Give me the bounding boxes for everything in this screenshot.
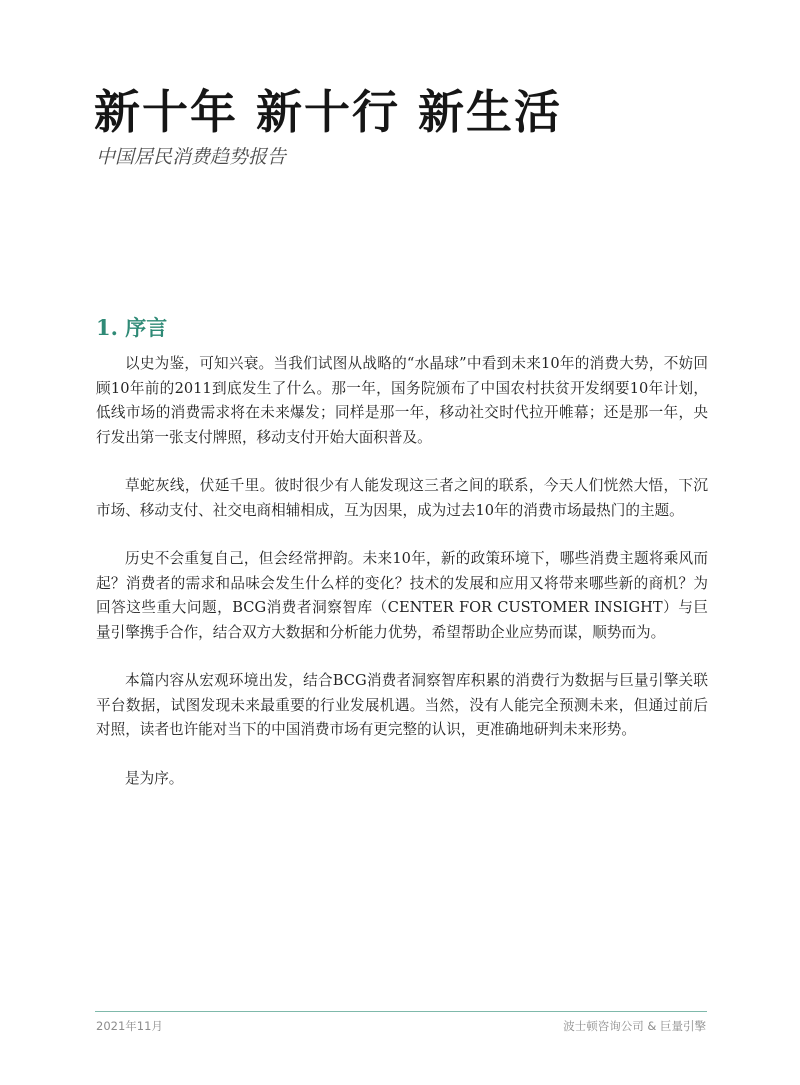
paragraph: 草蛇灰线，伏延千里。彼时很少有人能发现这三者之间的联系，今天人们恍然大悟，下沉市场、移动支付、社交电商相辅相成，互为因果，成为过去10年的消费市场最热门的主题。	[96, 477, 708, 519]
paragraph: 是为序。	[125, 769, 184, 787]
footer-publisher: 波士顿咨询公司 & 巨量引擎	[563, 1019, 706, 1033]
report-title: 新十年 新十行 新生活	[94, 85, 563, 139]
footer-date: 2021年11月	[96, 1019, 163, 1033]
footer-divider	[95, 1011, 707, 1012]
paragraph: 历史不会重复自己，但会经常押韵。未来10年，新的政策环境下，哪些消费主题将乘风而起？消费者的需求和品味会发生什么样的变化？技术的发展和应用又将带来哪些新的商机？为回答这些重大问题，BCG消费者洞察智库（CENTER FOR CUSTOMER INSIGHT）与巨量引擎携手合作，结合双方大数据和分析能力优势，希望帮助企业应势而谋，顺势而为。	[96, 550, 708, 641]
report-subtitle: 中国居民消费趋势报告	[96, 146, 287, 168]
section-heading: 1. 序言	[96, 315, 168, 340]
paragraph: 以史为鉴，可知兴衰。当我们试图从战略的“水晶球”中看到未来10年的消费大势，不妨回顾10年前的2011到底发生了什么。那一年，国务院颁布了中国农村扶贫开发纲要10年计划，低线市场的消费需求将在未来爆发；同样是那一年，移动社交时代拉开帷幕；还是那一年，央行发出第一张支付牌照，移动支付开始大面积普及。	[96, 355, 708, 446]
preface-body	[96, 352, 708, 815]
paragraph: 本篇内容从宏观环境出发，结合BCG消费者洞察智库积累的消费行为数据与巨量引擎关联平台数据，试图发现未来最重要的行业发展机遇。当然，没有人能完全预测未来，但通过前后对照，读者也许能对当下的中国消费市场有更完整的认识，更准确地研判未来形势。	[96, 672, 708, 738]
